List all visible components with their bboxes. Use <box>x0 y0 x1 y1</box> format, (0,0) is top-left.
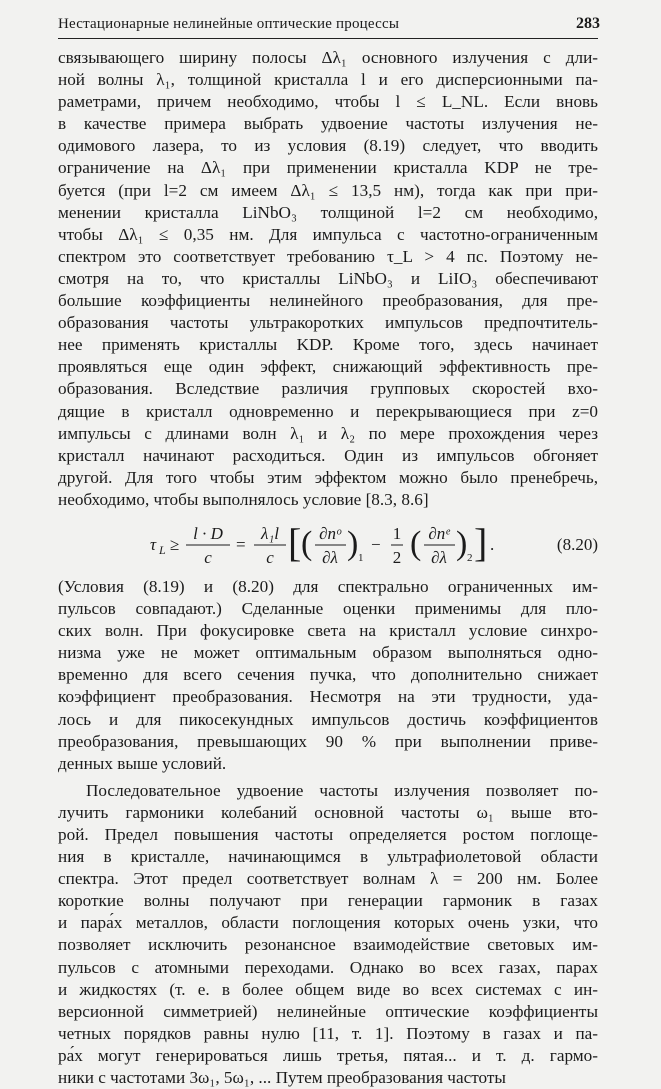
text-line: образования частоты ультракоротких импульсов предпочтитель- <box>58 313 598 333</box>
deriv2-subscript: 2 <box>467 551 473 564</box>
deriv1-subscript: 1 <box>358 551 364 564</box>
paragraph-3 <box>58 780 598 1089</box>
frac2-numerator: λ₁l <box>261 523 279 543</box>
equation-number: (8.20) <box>556 534 598 554</box>
tau-subscript: L <box>159 542 166 557</box>
text-line: ния в кристалле, начинающимся в ультрафиолетовой области <box>58 847 598 867</box>
open-paren-2: ( <box>410 524 422 562</box>
text-line: рой. Предел повышения частоты определяется ростом поглоще- <box>58 825 598 844</box>
text-line: и пара́х металлов, области поглощения которых очень узки, что <box>58 913 598 933</box>
half-numerator: 1 <box>392 523 402 543</box>
text-line: ограничение на Δλ₁ при применении кристалла KDP не тре- <box>58 158 598 178</box>
text-line: Последовательное удвоение частоты излучения позволяет по- <box>86 780 598 800</box>
minus-sign: − <box>371 534 381 554</box>
tau-symbol: τ <box>150 534 157 554</box>
text-line: импульсы с длинами волн λ₁ и λ₂ по мере прохождения через <box>58 423 598 443</box>
text-line: (Условия (8.19) и (8.20) для спектрально ограниченных им- <box>58 576 598 596</box>
open-bracket: [ <box>288 519 302 565</box>
geq-sign: ≥ <box>170 534 180 554</box>
frac2-denominator: c <box>266 547 274 567</box>
equals-sign: = <box>236 534 246 554</box>
text-line: ских волн. При фокусировке света на кристалл условие синхро- <box>58 621 598 641</box>
text-line: ной волны λ₁, толщиной кристалла l и его дисперсионными па- <box>58 70 598 90</box>
text-line: чтобы Δλ₁ ≤ 0,35 нм. Для импульса с частотно-ограниченным <box>58 224 598 244</box>
text-line: дящие в кристалл одновременно и перекрывающиеся при z=0 <box>58 401 598 421</box>
text-line: короткие волны получают при генерации гармоник в газах <box>58 891 598 911</box>
text-line: ра́х могут генерироваться лишь третья, пятая... и т. д. гармо- <box>58 1045 598 1065</box>
equation-8-20 <box>58 515 598 573</box>
text-line: коэффициент преобразования. Несмотря на эти трудности, уда- <box>58 687 598 707</box>
text-line: образования. Вследствие различия групповых скоростей вхо- <box>58 379 598 399</box>
text-line: лось и для пикосекундных импульсов достичь коэффициентов <box>58 709 598 729</box>
frac1-denominator: c <box>204 547 212 567</box>
page-header <box>58 12 598 39</box>
text-line: денных выше условий. <box>58 753 227 773</box>
text-line: позволяет исключить резонансное взаимодействие световых им- <box>58 935 598 955</box>
text-line: нее применять кристаллы KDP. Кроме того, здесь начинает <box>58 335 598 355</box>
paragraph-1 <box>58 47 598 511</box>
text-line: ники с частотами 3ω₁, 5ω₁, ... Путем преобразования частоты <box>58 1068 506 1088</box>
paragraph-2 <box>58 576 598 775</box>
equation-period: . <box>490 534 495 554</box>
text-line: большие коэффициенты нелинейного преобразования, для пре- <box>58 291 598 311</box>
deriv2-numerator: ∂nᵉ <box>428 523 450 543</box>
page-body <box>58 47 598 1089</box>
text-line: лучить гармоники колебаний основной частоты ω₁ выше вто- <box>58 802 598 822</box>
text-line: и жидкостях (т. е. в более общем виде во всех системах с ин- <box>58 979 598 999</box>
frac1-numerator: l · D <box>193 523 223 543</box>
text-line: преобразования, превышающих 90 % при выполнении приве- <box>58 731 598 751</box>
text-line: версионной симметрией) нелинейные оптические коэффициенты <box>58 1001 598 1021</box>
close-paren-1: ) <box>347 524 359 562</box>
text-line: смотря на то, что кристаллы LiNbO₃ и LiIO₃ обеспечивают <box>58 268 598 288</box>
half-denominator: 2 <box>392 547 402 567</box>
text-line: низма уже не может оптимальным образом выполняться одно- <box>58 643 598 663</box>
text-line: другой. Для того чтобы этим эффектом можно было пренебречь, <box>58 467 598 487</box>
close-paren-2: ) <box>456 524 468 562</box>
text-line: четных порядков равны нулю [11, т. 1]. Поэтому в газах и па- <box>58 1023 598 1043</box>
text-line: буется (при l=2 см имеем Δλ₁ ≤ 13,5 нм), тогда как при при- <box>58 180 598 200</box>
text-line: спектром это соответствует требованию τ_L > 4 пс. Поэтому не- <box>58 246 598 266</box>
text-line: в качестве примера выбрать удвоение частоты излучения не- <box>58 114 598 134</box>
text-line: раметрами, причем необходимо, чтобы l ≤ L_NL. Если вновь <box>58 92 598 112</box>
text-line: необходимо, чтобы выполнялось условие [8.3, 8.6] <box>58 489 429 509</box>
deriv2-denominator: ∂λ <box>431 547 447 567</box>
text-line: пульсов с атомными переходами. Однако во всех газах, парах <box>58 957 598 977</box>
deriv1-numerator: ∂nᵒ <box>319 523 341 543</box>
text-line: временно для всего сечения пучка, что дополнительно снижает <box>58 665 598 685</box>
text-line: пульсов совпадают.) Сделанные оценки применимы для пло- <box>58 599 598 619</box>
text-line: спектра. Этот предел соответствует волнам λ = 200 нм. Более <box>58 869 598 889</box>
text-line: менении кристалла LiNbO₃ толщиной l=2 см необходимо, <box>58 202 598 222</box>
close-bracket: ] <box>474 519 488 565</box>
text-line: проявляться еще один эффект, снижающий эффективность пре- <box>58 357 598 377</box>
open-paren-1: ( <box>301 524 313 562</box>
page-number: 283 <box>576 15 600 32</box>
running-title: Нестационарные нелинейные оптические процессы <box>58 16 400 32</box>
text-line: связывающего ширину полосы Δλ₁ основного излучения с дли- <box>58 48 598 67</box>
deriv1-denominator: ∂λ <box>322 547 338 567</box>
text-line: одимового лазера, то из условия (8.19) следует, что вводить <box>58 136 598 156</box>
text-line: кристалл начинают расходиться. Один из импульсов обгоняет <box>58 445 598 465</box>
